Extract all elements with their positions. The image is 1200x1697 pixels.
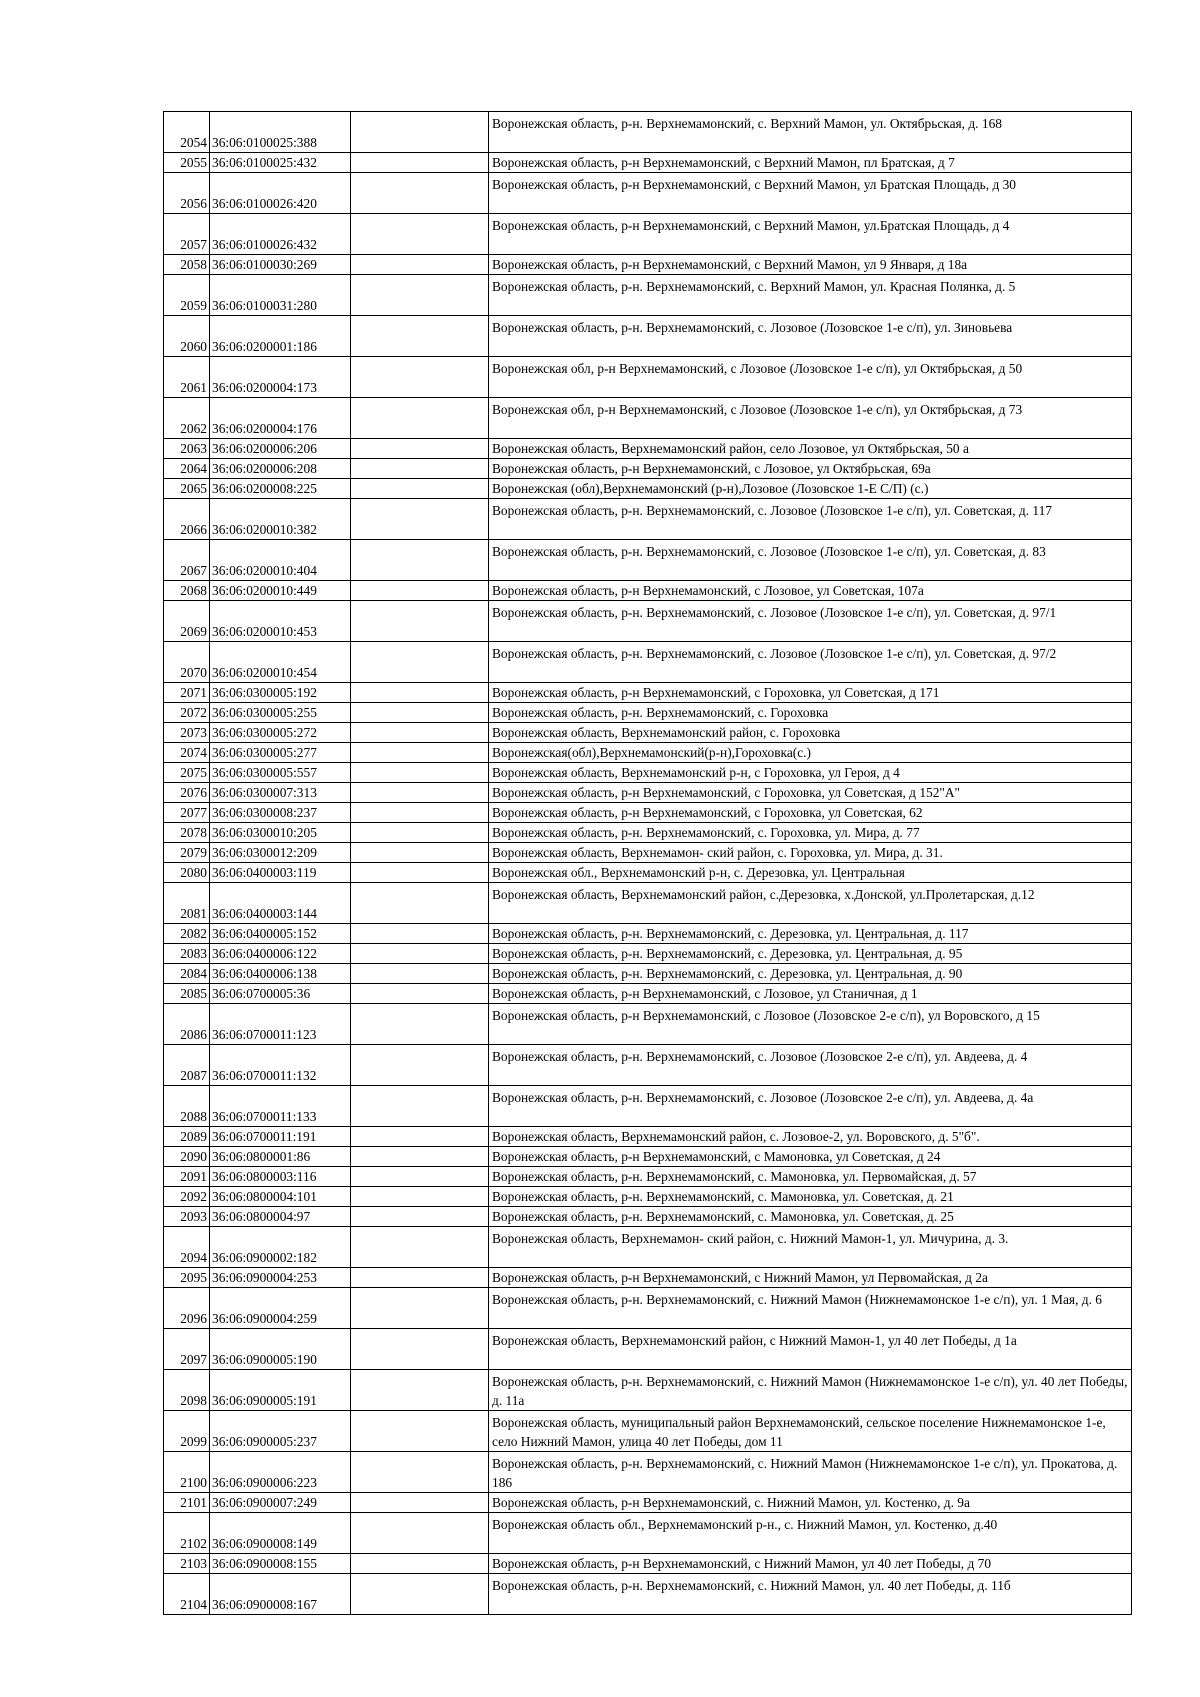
table-row [164, 1167, 1132, 1187]
table-row [164, 642, 1132, 683]
table-row [164, 703, 1132, 723]
empty-cell [351, 1227, 489, 1268]
empty-cell [351, 1268, 489, 1288]
cadastral-number: 36:06:0100026:432 [210, 214, 351, 255]
row-number: 2070 [164, 642, 210, 683]
address-cell: Воронежская область, р-н Верхнемамонский, с Верхний Мамон, пл Братская, д 7 [489, 153, 1132, 173]
table-row [164, 863, 1132, 883]
row-number: 2091 [164, 1167, 210, 1187]
row-number: 2085 [164, 984, 210, 1004]
cadastral-number: 36:06:0900008:167 [210, 1574, 351, 1615]
cadastral-number: 36:06:0400006:138 [210, 964, 351, 984]
row-number: 2079 [164, 843, 210, 863]
cadastral-number: 36:06:0800001:86 [210, 1147, 351, 1167]
empty-cell [351, 1574, 489, 1615]
empty-cell [351, 863, 489, 883]
table-row [164, 1493, 1132, 1513]
table-row [164, 153, 1132, 173]
empty-cell [351, 540, 489, 581]
cadastral-number: 36:06:0900005:237 [210, 1411, 351, 1452]
cadastral-number: 36:06:0300005:277 [210, 743, 351, 763]
empty-cell [351, 1086, 489, 1127]
empty-cell [351, 743, 489, 763]
table-row [164, 1227, 1132, 1268]
table-row [164, 275, 1132, 316]
table-row [164, 581, 1132, 601]
address-cell: Воронежская область, р-н Верхнемамонский, с Гороховка, ул Советская, 62 [489, 803, 1132, 823]
row-number: 2075 [164, 763, 210, 783]
cadastral-number: 36:06:0200008:225 [210, 479, 351, 499]
table-row [164, 479, 1132, 499]
cadastral-number: 36:06:0700005:36 [210, 984, 351, 1004]
cadastral-number: 36:06:0800004:101 [210, 1187, 351, 1207]
table-row [164, 944, 1132, 964]
table-row [164, 1329, 1132, 1370]
table-row [164, 883, 1132, 924]
empty-cell [351, 1288, 489, 1329]
table-row [164, 783, 1132, 803]
table-row [164, 601, 1132, 642]
address-cell: Воронежская область, Верхнемамонский р-н, с Гороховка, ул Героя, д 4 [489, 763, 1132, 783]
empty-cell [351, 1167, 489, 1187]
address-cell: Воронежская область, р-н. Верхнемамонский, с. Лозовое (Лозовское 2-е с/п), ул. Авдеева, д. 4а [489, 1086, 1132, 1127]
table-row [164, 1288, 1132, 1329]
row-number: 2055 [164, 153, 210, 173]
row-number: 2104 [164, 1574, 210, 1615]
address-cell: Воронежская область, р-н. Верхнемамонский, с. Нижний Мамон (Нижнемамонское 1-е с/п), ул. 40 лет Победы, д. 11а [489, 1370, 1132, 1411]
address-cell: Воронежская область, р-н Верхнемамонский, с Верхний Мамон, ул Братская Площадь, д 30 [489, 173, 1132, 214]
address-cell: Воронежская область, муниципальный район Верхнемамонский, сельское поселение Нижнемамонское 1-е, село Нижний Мамон, улица 40 лет Победы, дом 11 [489, 1411, 1132, 1452]
address-cell: Воронежская область, р-н. Верхнемамонский, с. Лозовое (Лозовское 2-е с/п), ул. Авдеева, д. 4 [489, 1045, 1132, 1086]
empty-cell [351, 924, 489, 944]
registry-table-body [164, 112, 1132, 1615]
row-number: 2090 [164, 1147, 210, 1167]
table-row [164, 964, 1132, 984]
address-cell: Воронежская обл, р-н Верхнемамонский, с Лозовое (Лозовское 1-е с/п), ул Октябрьская, д 50 [489, 357, 1132, 398]
cadastral-number: 36:06:0300007:313 [210, 783, 351, 803]
empty-cell [351, 1147, 489, 1167]
empty-cell [351, 823, 489, 843]
table-row [164, 112, 1132, 153]
cadastral-number: 36:06:0400005:152 [210, 924, 351, 944]
cadastral-number: 36:06:0200010:404 [210, 540, 351, 581]
row-number: 2062 [164, 398, 210, 439]
cadastral-number: 36:06:0200001:186 [210, 316, 351, 357]
table-row [164, 723, 1132, 743]
empty-cell [351, 642, 489, 683]
address-cell: Воронежская область, Верхнемамон- ский район, с. Гороховка, ул. Мира, д. 31. [489, 843, 1132, 863]
cadastral-number: 36:06:0900004:259 [210, 1288, 351, 1329]
address-cell: Воронежская область, р-н Верхнемамонский, с. Нижний Мамон, ул. Костенко, д. 9а [489, 1493, 1132, 1513]
cadastral-number: 36:06:0100025:388 [210, 112, 351, 153]
row-number: 2094 [164, 1227, 210, 1268]
table-row [164, 1187, 1132, 1207]
row-number: 2059 [164, 275, 210, 316]
table-row [164, 459, 1132, 479]
empty-cell [351, 1370, 489, 1411]
row-number: 2056 [164, 173, 210, 214]
cadastral-number: 36:06:0300012:209 [210, 843, 351, 863]
table-row [164, 540, 1132, 581]
row-number: 2084 [164, 964, 210, 984]
table-row [164, 499, 1132, 540]
address-cell: Воронежская область, р-н. Верхнемамонский, с. Дерезовка, ул. Центральная, д. 90 [489, 964, 1132, 984]
cadastral-number: 36:06:0400003:119 [210, 863, 351, 883]
empty-cell [351, 964, 489, 984]
table-row [164, 316, 1132, 357]
empty-cell [351, 357, 489, 398]
cadastral-number: 36:06:0700011:132 [210, 1045, 351, 1086]
address-cell: Воронежская область, Верхнемамонский район, с.Дерезовка, х.Донской, ул.Пролетарская, д.12 [489, 883, 1132, 924]
table-row [164, 1574, 1132, 1615]
cadastral-number: 36:06:0900007:249 [210, 1493, 351, 1513]
empty-cell [351, 1207, 489, 1227]
empty-cell [351, 803, 489, 823]
address-cell: Воронежская область, р-н Верхнемамонский, с Нижний Мамон, ул 40 лет Победы, д 70 [489, 1554, 1132, 1574]
table-row [164, 357, 1132, 398]
address-cell: Воронежская область, р-н Верхнемамонский, с Гороховка, ул Советская, д 152"А" [489, 783, 1132, 803]
cadastral-number: 36:06:0200004:176 [210, 398, 351, 439]
empty-cell [351, 1004, 489, 1045]
address-cell: Воронежская область, р-н Верхнемамонский, с Лозовое, ул Станичная, д 1 [489, 984, 1132, 1004]
table-row [164, 1127, 1132, 1147]
table-row [164, 683, 1132, 703]
empty-cell [351, 883, 489, 924]
cadastral-number: 36:06:0800004:97 [210, 1207, 351, 1227]
empty-cell [351, 723, 489, 743]
address-cell: Воронежская область, р-н. Верхнемамонский, с. Гороховка, ул. Мира, д. 77 [489, 823, 1132, 843]
row-number: 2086 [164, 1004, 210, 1045]
address-cell: Воронежская область, р-н. Верхнемамонский, с. Мамоновка, ул. Советская, д. 21 [489, 1187, 1132, 1207]
row-number: 2078 [164, 823, 210, 843]
address-cell: Воронежская область, р-н. Верхнемамонский, с. Верхний Мамон, ул. Октябрьская, д. 168 [489, 112, 1132, 153]
row-number: 2064 [164, 459, 210, 479]
cadastral-number: 36:06:0200010:453 [210, 601, 351, 642]
table-row [164, 924, 1132, 944]
empty-cell [351, 763, 489, 783]
cadastral-number: 36:06:0900005:190 [210, 1329, 351, 1370]
empty-cell [351, 316, 489, 357]
cadastral-number: 36:06:0300008:237 [210, 803, 351, 823]
row-number: 2097 [164, 1329, 210, 1370]
address-cell: Воронежская область, р-н. Верхнемамонский, с. Мамоновка, ул. Советская, д. 25 [489, 1207, 1132, 1227]
row-number: 2071 [164, 683, 210, 703]
address-cell: Воронежская область, Верхнемамонский район, с. Лозовое-2, ул. Воровского, д. 5"б". [489, 1127, 1132, 1147]
cadastral-number: 36:06:0700011:191 [210, 1127, 351, 1147]
row-number: 2054 [164, 112, 210, 153]
row-number: 2060 [164, 316, 210, 357]
row-number: 2068 [164, 581, 210, 601]
row-number: 2081 [164, 883, 210, 924]
cadastral-number: 36:06:0900006:223 [210, 1452, 351, 1493]
table-row [164, 1411, 1132, 1452]
row-number: 2096 [164, 1288, 210, 1329]
address-cell: Воронежская область, р-н. Верхнемамонский, с. Мамоновка, ул. Первомайская, д. 57 [489, 1167, 1132, 1187]
row-number: 2065 [164, 479, 210, 499]
empty-cell [351, 499, 489, 540]
table-row [164, 843, 1132, 863]
address-cell: Воронежская область, р-н. Верхнемамонский, с. Лозовое (Лозовское 1-е с/п), ул. Советская, д. 83 [489, 540, 1132, 581]
empty-cell [351, 112, 489, 153]
row-number: 2095 [164, 1268, 210, 1288]
empty-cell [351, 1452, 489, 1493]
empty-cell [351, 1187, 489, 1207]
address-cell: Воронежская область, р-н Верхнемамонский, с Мамоновка, ул Советская, д 24 [489, 1147, 1132, 1167]
address-cell: Воронежская область, р-н. Верхнемамонский, с. Лозовое (Лозовское 1-е с/п), ул. Зиновьева [489, 316, 1132, 357]
empty-cell [351, 783, 489, 803]
cadastral-number: 36:06:0900008:155 [210, 1554, 351, 1574]
row-number: 2099 [164, 1411, 210, 1452]
table-row [164, 823, 1132, 843]
row-number: 2057 [164, 214, 210, 255]
empty-cell [351, 1329, 489, 1370]
cadastral-number: 36:06:0200010:382 [210, 499, 351, 540]
row-number: 2092 [164, 1187, 210, 1207]
address-cell: Воронежская (обл),Верхнемамонский (р-н),Лозовое (Лозовское 1-Е С/П) (с.) [489, 479, 1132, 499]
table-row [164, 984, 1132, 1004]
address-cell: Воронежская область, р-н. Верхнемамонский, с. Гороховка [489, 703, 1132, 723]
cadastral-number: 36:06:0300005:557 [210, 763, 351, 783]
row-number: 2102 [164, 1513, 210, 1554]
address-cell: Воронежская область, р-н. Верхнемамонский, с. Нижний Мамон, ул. 40 лет Победы, д. 11б [489, 1574, 1132, 1615]
registry-table [163, 111, 1132, 1615]
row-number: 2089 [164, 1127, 210, 1147]
address-cell: Воронежская область, р-н Верхнемамонский, с Нижний Мамон, ул Первомайская, д 2а [489, 1268, 1132, 1288]
empty-cell [351, 398, 489, 439]
table-row [164, 743, 1132, 763]
table-row [164, 173, 1132, 214]
cadastral-number: 36:06:0100030:269 [210, 255, 351, 275]
row-number: 2082 [164, 924, 210, 944]
empty-cell [351, 984, 489, 1004]
empty-cell [351, 173, 489, 214]
cadastral-number: 36:06:0700011:123 [210, 1004, 351, 1045]
empty-cell [351, 459, 489, 479]
cadastral-number: 36:06:0900005:191 [210, 1370, 351, 1411]
address-cell: Воронежская область обл., Верхнемамонский р-н., с. Нижний Мамон, ул. Костенко, д.40 [489, 1513, 1132, 1554]
empty-cell [351, 214, 489, 255]
table-row [164, 1207, 1132, 1227]
address-cell: Воронежская область, Верхнемамонский район, с. Гороховка [489, 723, 1132, 743]
row-number: 2088 [164, 1086, 210, 1127]
table-row [164, 1147, 1132, 1167]
cadastral-number: 36:06:0200004:173 [210, 357, 351, 398]
empty-cell [351, 1493, 489, 1513]
table-row [164, 1452, 1132, 1493]
address-cell: Воронежская область, р-н. Верхнемамонский, с. Дерезовка, ул. Центральная, д. 95 [489, 944, 1132, 964]
cadastral-number: 36:06:0200006:206 [210, 439, 351, 459]
empty-cell [351, 1513, 489, 1554]
empty-cell [351, 1045, 489, 1086]
cadastral-number: 36:06:0900002:182 [210, 1227, 351, 1268]
cadastral-number: 36:06:0300005:255 [210, 703, 351, 723]
table-row [164, 1086, 1132, 1127]
row-number: 2066 [164, 499, 210, 540]
row-number: 2058 [164, 255, 210, 275]
row-number: 2074 [164, 743, 210, 763]
row-number: 2103 [164, 1554, 210, 1574]
table-row [164, 214, 1132, 255]
row-number: 2061 [164, 357, 210, 398]
address-cell: Воронежская область, р-н. Верхнемамонский, с. Верхний Мамон, ул. Красная Полянка, д. 5 [489, 275, 1132, 316]
empty-cell [351, 439, 489, 459]
empty-cell [351, 1554, 489, 1574]
row-number: 2076 [164, 783, 210, 803]
row-number: 2067 [164, 540, 210, 581]
cadastral-number: 36:06:0200010:454 [210, 642, 351, 683]
cadastral-number: 36:06:0100025:432 [210, 153, 351, 173]
cadastral-number: 36:06:0700011:133 [210, 1086, 351, 1127]
address-cell: Воронежская область, р-н Верхнемамонский, с Верхний Мамон, ул 9 Января, д 18а [489, 255, 1132, 275]
table-row [164, 1004, 1132, 1045]
cadastral-number: 36:06:0200006:208 [210, 459, 351, 479]
cadastral-number: 36:06:0900004:253 [210, 1268, 351, 1288]
table-row [164, 1268, 1132, 1288]
empty-cell [351, 944, 489, 964]
empty-cell [351, 601, 489, 642]
address-cell: Воронежская обл., Верхнемамонский р-н, с. Дерезовка, ул. Центральная [489, 863, 1132, 883]
empty-cell [351, 703, 489, 723]
empty-cell [351, 153, 489, 173]
cadastral-number: 36:06:0100026:420 [210, 173, 351, 214]
table-row [164, 1045, 1132, 1086]
empty-cell [351, 275, 489, 316]
row-number: 2080 [164, 863, 210, 883]
address-cell: Воронежская область, р-н. Верхнемамонский, с. Лозовое (Лозовское 1-е с/п), ул. Советская, д. 97/1 [489, 601, 1132, 642]
row-number: 2093 [164, 1207, 210, 1227]
table-row [164, 763, 1132, 783]
cadastral-number: 36:06:0900008:149 [210, 1513, 351, 1554]
table-row [164, 1513, 1132, 1554]
table-row [164, 439, 1132, 459]
cadastral-number: 36:06:0400006:122 [210, 944, 351, 964]
address-cell: Воронежская область, р-н Верхнемамонский, с Гороховка, ул Советская, д 171 [489, 683, 1132, 703]
cadastral-number: 36:06:0300005:192 [210, 683, 351, 703]
address-cell: Воронежская область, Верхнемамонский район, с Нижний Мамон-1, ул 40 лет Победы, д 1а [489, 1329, 1132, 1370]
empty-cell [351, 479, 489, 499]
row-number: 2063 [164, 439, 210, 459]
empty-cell [351, 683, 489, 703]
empty-cell [351, 1127, 489, 1147]
address-cell: Воронежская область, р-н. Верхнемамонский, с. Дерезовка, ул. Центральная, д. 117 [489, 924, 1132, 944]
cadastral-number: 36:06:0100031:280 [210, 275, 351, 316]
cadastral-number: 36:06:0300005:272 [210, 723, 351, 743]
table-row [164, 803, 1132, 823]
cadastral-number: 36:06:0800003:116 [210, 1167, 351, 1187]
address-cell: Воронежская область, р-н. Верхнемамонский, с. Лозовое (Лозовское 1-е с/п), ул. Советская, д. 97/2 [489, 642, 1132, 683]
table-row [164, 1554, 1132, 1574]
row-number: 2069 [164, 601, 210, 642]
address-cell: Воронежская область, р-н Верхнемамонский, с Лозовое, ул Октябрьская, 69а [489, 459, 1132, 479]
address-cell: Воронежская область, Верхнемамон- ский район, с. Нижний Мамон-1, ул. Мичурина, д. 3. [489, 1227, 1132, 1268]
table-row [164, 255, 1132, 275]
cadastral-number: 36:06:0300010:205 [210, 823, 351, 843]
empty-cell [351, 581, 489, 601]
empty-cell [351, 1411, 489, 1452]
address-cell: Воронежская область, р-н. Верхнемамонский, с. Нижний Мамон (Нижнемамонское 1-е с/п), ул. Прокатова, д. 186 [489, 1452, 1132, 1493]
row-number: 2101 [164, 1493, 210, 1513]
address-cell: Воронежская область, р-н. Верхнемамонский, с. Нижний Мамон (Нижнемамонское 1-е с/п), ул. 1 Мая, д. 6 [489, 1288, 1132, 1329]
address-cell: Воронежская область, р-н Верхнемамонский, с Лозовое (Лозовское 2-е с/п), ул Воровского, д 15 [489, 1004, 1132, 1045]
address-cell: Воронежская область, р-н Верхнемамонский, с Лозовое, ул Советская, 107а [489, 581, 1132, 601]
address-cell: Воронежская область, р-н Верхнемамонский, с Верхний Мамон, ул.Братская Площадь, д 4 [489, 214, 1132, 255]
empty-cell [351, 843, 489, 863]
row-number: 2100 [164, 1452, 210, 1493]
row-number: 2087 [164, 1045, 210, 1086]
address-cell: Воронежская(обл),Верхнемамонский(р-н),Гороховка(с.) [489, 743, 1132, 763]
row-number: 2098 [164, 1370, 210, 1411]
row-number: 2077 [164, 803, 210, 823]
table-row [164, 398, 1132, 439]
row-number: 2073 [164, 723, 210, 743]
cadastral-number: 36:06:0200010:449 [210, 581, 351, 601]
row-number: 2072 [164, 703, 210, 723]
address-cell: Воронежская обл, р-н Верхнемамонский, с Лозовое (Лозовское 1-е с/п), ул Октябрьская, д 73 [489, 398, 1132, 439]
table-row [164, 1370, 1132, 1411]
address-cell: Воронежская область, р-н. Верхнемамонский, с. Лозовое (Лозовское 1-е с/п), ул. Советская, д. 117 [489, 499, 1132, 540]
address-cell: Воронежская область, Верхнемамонский район, село Лозовое, ул Октябрьская, 50 а [489, 439, 1132, 459]
cadastral-number: 36:06:0400003:144 [210, 883, 351, 924]
empty-cell [351, 255, 489, 275]
row-number: 2083 [164, 944, 210, 964]
